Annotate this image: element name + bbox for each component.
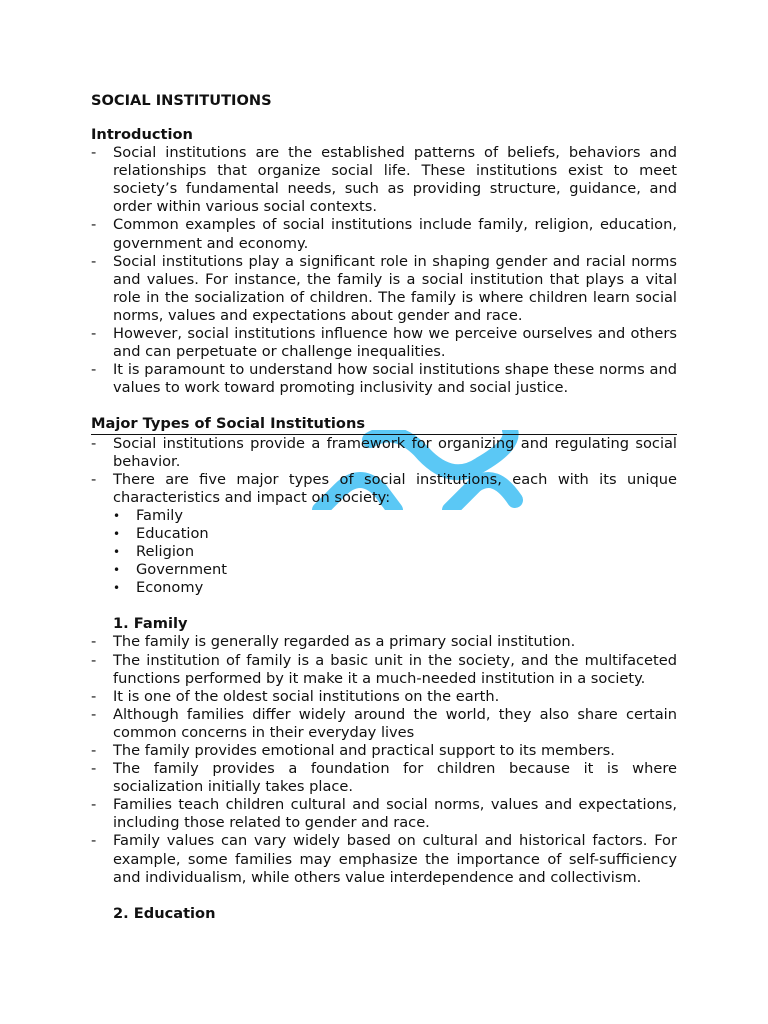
introduction-list (91, 144, 677, 397)
list-item: - The family is generally regarded as a primary social institution. (91, 633, 677, 651)
list-item: • Economy (91, 579, 677, 597)
document-body (91, 92, 677, 923)
list-item: - Social institutions provide a framework for organizing and regulating social behavior. (91, 435, 677, 471)
major-types-heading: Major Types of Social Institutions (91, 415, 677, 434)
list-item: • Religion (91, 543, 677, 561)
list-item: - The family provides a foundation for children because it is where socialization initially takes place. (91, 760, 677, 796)
list-item: - However, social institutions influence how we perceive ourselves and others and can perpetuate or challenge inequalities. (91, 325, 677, 361)
list-item: - The institution of family is a basic unit in the society, and the multifaceted functions performed by it make it a much-needed institution in a society. (91, 652, 677, 688)
list-item: - There are five major types of social institutions, each with its unique characteristics and impact on society: (91, 471, 677, 507)
major-types-list (91, 435, 677, 507)
list-item: - It is paramount to understand how social institutions shape these norms and values to work toward promoting inclusivity and social justice. (91, 361, 677, 397)
list-item: • Government (91, 561, 677, 579)
document-title: SOCIAL INSTITUTIONS (91, 92, 272, 109)
list-item: - Social institutions are the established patterns of beliefs, behaviors and relationships that organize social life. These institutions exist to meet society’s fundamental needs, such as providing structure, guidance, and order within various social contexts. (91, 144, 677, 216)
list-item: • Family (91, 507, 677, 525)
list-item: - Family values can vary widely based on cultural and historical factors. For example, some families may emphasize the importance of self-sufficiency and individualism, while others value interdependence and collectivism. (91, 832, 677, 886)
list-item: - Families teach children cultural and social norms, values and expectations, including those related to gender and race. (91, 796, 677, 832)
list-item: - Common examples of social institutions include family, religion, education, government and economy. (91, 216, 677, 252)
list-item: • Education (91, 525, 677, 543)
family-heading: 1. Family (113, 615, 188, 633)
introduction-heading: Introduction (91, 126, 193, 143)
list-item: - Social institutions play a significant role in shaping gender and racial norms and values. For instance, the family is a social institution that plays a vital role in the socialization of children. The family is where children learn social norms, values and expectations about gender and race. (91, 253, 677, 325)
list-item: - It is one of the oldest social institutions on the earth. (91, 688, 677, 706)
list-item: - The family provides emotional and practical support to its members. (91, 742, 677, 760)
family-list (91, 633, 677, 886)
list-item: - Although families differ widely around the world, they also share certain common concerns in their everyday lives (91, 706, 677, 742)
education-heading: 2. Education (113, 904, 216, 922)
institution-types-list (91, 507, 677, 597)
